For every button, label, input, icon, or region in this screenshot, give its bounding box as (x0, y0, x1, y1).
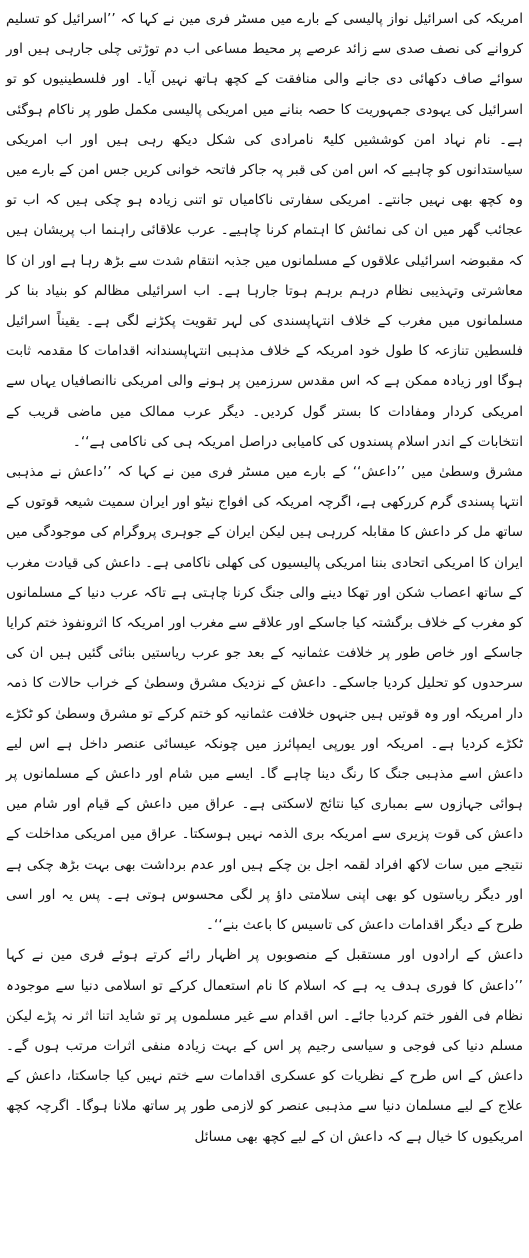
paragraph-israel-policy: امریکہ کی اسرائیل نواز پالیسی کے بارے میں مسٹر فری مین نے کہا کہ ’’اسرائیل کو تسلیم کروانے کی نصف صدی سے زائد عرصے پر محیط مساعی اب دم توڑتی چلی جارہی ہیں اور سوائے صاف دکھائی دی جانے والی منافقت کے کچھ ہاتھ نہیں آیا۔ اور فلسطینیوں کو تو اسرائیل کی یہودی جمہوریت کا حصہ بنانے میں امریکی پالیسی مکمل طور پر ناکام ہوگئی ہے۔ نام نہاد امن کوششیں کلیۃً نامرادی کی شکل دیکھ رہی ہیں اور اب امریکی سیاستدانوں کو چاہیے کہ اس امن کی قبر پہ جاکر فاتحہ خوانی کریں جس امن کے بارے میں وہ کچھ بھی نہیں جانتے۔ امریکی سفارتی ناکامیاں تو اتنی زیادہ ہو چکی ہیں کہ اب تو عجائب گھر میں ان کی نمائش کا اہتمام کرنا چاہیے۔ عرب علاقائی راہنما اب پریشان ہیں کہ مقبوضہ اسرائیلی علاقوں کے مسلمانوں میں جذبہ انتقام شدت سے بڑھ رہا ہے اور ان کا معاشرتی وتہذیبی نظام درہم برہم ہوتا جارہا ہے۔ اب اسرائیلی مظالم کو بنیاد بنا کر مسلمانوں میں مغرب کے خلاف انتہاپسندی کی لہر تقویت پکڑنے لگی ہے۔ یقیناً اسرائیل فلسطین تنازعہ کا طول خود امریکہ کے خلاف مذہبی انتہاپسندانہ اقدامات کا مقدمہ ثابت ہوگا اور زیادہ ممکن ہے کہ اس مقدس سرزمین پر ہونے والی امریکی ناانصافیاں یہاں سے امریکی کردار ومفادات کا بستر گول کردیں۔ دیگر عرب ممالک میں ماضی قریب کے انتخابات کے اندر اسلام پسندوں کی کامیابی دراصل امریکہ ہی کی ناکامی ہے‘‘۔ (6, 11, 523, 450)
paragraph-daesh-plans: داعش کے ارادوں اور مستقبل کے منصوبوں پر اظہار رائے کرتے ہوئے فری مین نے کہا ’’داعش کا فوری ہدف یہ ہے کہ اسلام کا نام استعمال کرکے تو اسلامی دنیا سے موجودہ نظام فی الفور ختم کردیا جائے۔ اس اقدام سے غیر مسلموں پر تو شاید اتنا اثر نہ پڑے لیکن مسلم دنیا کی فوجی و سیاسی رجیم پر اس کے بہت زیادہ منفی اثرات مرتب ہوں گے۔ داعش کے اس طرح کے نظریات کو عسکری اقدامات سے ختم نہیں کیا جاسکتا، داعش کے علاج کے لیے مسلمان دنیا سے مذہبی عنصر کو لازمی طور پر ساتھ ملانا ہوگا۔ اگرچہ کچھ امریکیوں کا خیال ہے کہ داعش ان کے لیے کچھ بھی مسائل (6, 947, 523, 1145)
urdu-article-body (6, 4, 523, 1152)
paragraph-daesh-middle-east: مشرق وسطیٰ میں ’’داعش‘‘ کے بارے میں مسٹر فری مین نے کہا کہ ’’داعش نے مذہبی انتہا پسندی گرم کررکھی ہے، اگرچہ امریکہ کی افواج نیٹو اور ایران سمیت شیعہ قوتوں کے ساتھ مل کر داعش کا مقابلہ کررہی ہیں لیکن ایران کے جوہری پروگرام کی موجودگی میں ایران کا امریکی اتحادی بننا امریکی پالیسیوں کی کھلی ناکامی ہے۔ داعش کی قیادت مغرب کے ساتھ اعصاب شکن اور تھکا دینے والی جنگ کرنا چاہتی ہے تاکہ عرب دنیا کے مسلمانوں کو مغرب کے خلاف برگشتہ کیا جاسکے اور علاقے سے مغرب اور امریکہ کا اثرونفوذ ختم کرایا جاسکے اور خاص طور پر خلافت عثمانیہ کے بعد جو عرب ریاستیں بنائی گئیں ہیں ان کی سرحدوں کو تحلیل کردیا جاسکے۔ داعش کے نزدیک مشرق وسطیٰ کے خراب حالات کا ذمہ دار امریکہ اور وہ قوتیں ہیں جنہوں خلافت عثمانیہ کو ختم کرکے تو مشرق وسطیٰ کو ٹکڑے ٹکڑے کردیا ہے۔ امریکہ اور یورپی ایمپائرز میں چونکہ عیسائی عنصر داخل ہے اس لیے داعش اسے مذہبی جنگ کا رنگ دینا چاہے گا۔ ایسے میں شام اور داعش کے مسلمانوں پر ہوائی جہازوں سے بمباری کیا نتائج لاسکتی ہے۔ عراق میں داعش کے قیام اور شام میں داعش کی قوت پزیری سے امریکہ بری الذمہ نہیں ہوسکتا۔ عراق میں امریکی مداخلت کے نتیجے میں سات لاکھ افراد لقمہ اجل بن چکے ہیں اور عدم برداشت بھی بہت بڑھ چکی ہے اور دیگر ریاستوں کو بھی اپنی سلامتی داؤ پر لگی محسوس ہوتی ہے۔ پس یہ اور اسی طرح کے دیگر اقدامات داعش کی تاسیس کا باعث بنے‘‘۔ (6, 464, 523, 934)
